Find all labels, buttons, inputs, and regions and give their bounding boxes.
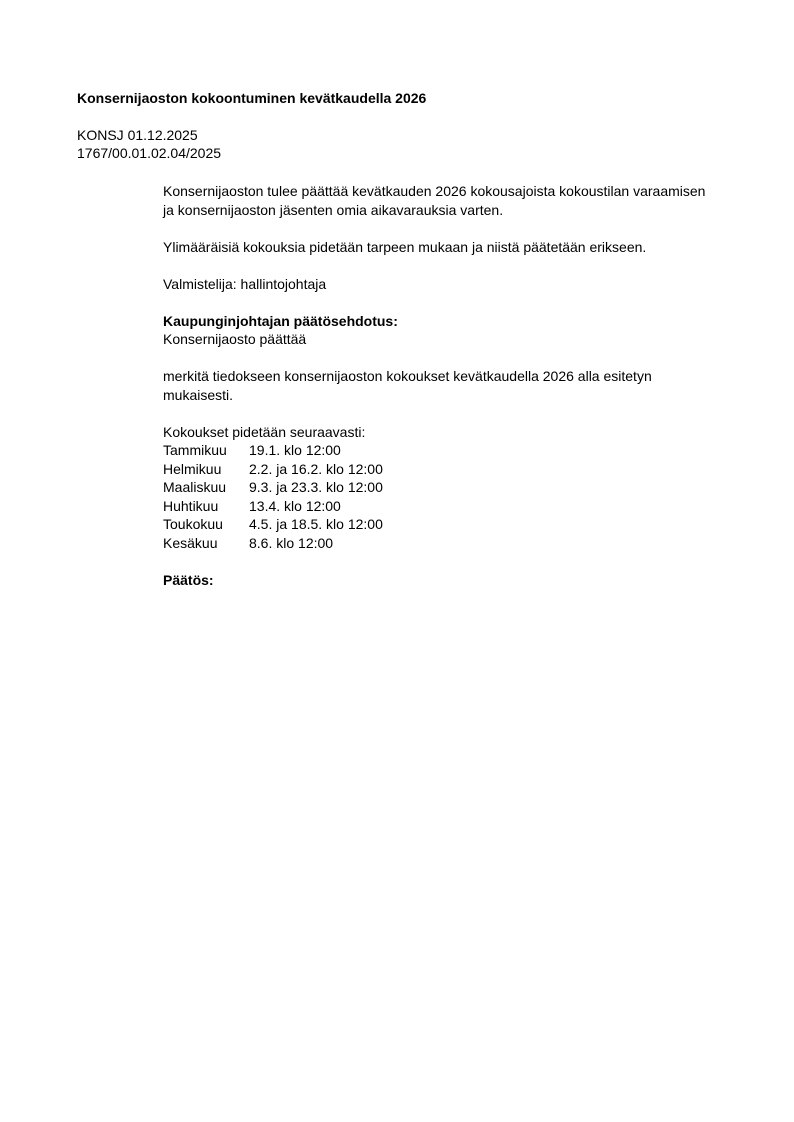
schedule-dates: 19.1. klo 12:00 bbox=[249, 442, 341, 458]
schedule-month: Helmikuu bbox=[163, 460, 222, 477]
schedule-row bbox=[163, 441, 743, 460]
schedule-month: Kesäkuu bbox=[163, 534, 218, 551]
schedule-heading: Kokoukset pidetään seuraavasti: bbox=[163, 423, 366, 440]
intro-line-1: Konsernijaoston tulee päättää kevätkauden 2026 kokousajoista kokoustilan varaamisen bbox=[163, 183, 706, 199]
schedule-dates: 9.3. ja 23.3. klo 12:00 bbox=[249, 479, 383, 495]
schedule-row bbox=[163, 534, 743, 553]
preparer-line: Valmistelija: hallintojohtaja bbox=[163, 275, 327, 292]
schedule-row bbox=[163, 478, 743, 497]
extra-meetings-paragraph: Ylimääräisiä kokouksia pidetään tarpeen mukaan ja niistä päätetään erikseen. bbox=[163, 238, 647, 255]
intro-paragraph bbox=[163, 182, 743, 219]
proposal-lead: Konsernijaosto päättää bbox=[163, 331, 307, 347]
schedule-month: Toukokuu bbox=[163, 516, 223, 532]
schedule-dates: 8.6. klo 12:00 bbox=[249, 534, 334, 551]
document-body bbox=[163, 182, 743, 589]
proposal-decision-line-1: merkitä tiedokseen konsernijaoston kokoukset kevätkaudella 2026 alla esitetyn bbox=[163, 368, 652, 384]
schedule-month: Tammikuu bbox=[163, 442, 227, 458]
document-title: Konsernijaoston kokoontuminen kevätkaudella 2026 bbox=[77, 90, 427, 106]
document-meta bbox=[77, 126, 221, 162]
proposal-heading: Kaupunginjohtajan päätösehdotus: bbox=[163, 312, 398, 329]
schedule-row bbox=[163, 515, 743, 534]
intro-line-2: ja konsernijaoston jäsenten omia aikavarauksia varten. bbox=[163, 201, 504, 218]
case-number: 1767/00.01.02.04/2025 bbox=[77, 145, 222, 161]
schedule-month: Huhtikuu bbox=[163, 497, 219, 514]
schedule-dates: 13.4. klo 12:00 bbox=[249, 497, 341, 514]
schedule-row bbox=[163, 497, 743, 516]
proposal-decision-line-2: mukaisesti. bbox=[163, 386, 234, 403]
schedule-row bbox=[163, 460, 743, 479]
meeting-reference: KONSJ 01.12.2025 bbox=[77, 127, 198, 143]
schedule-dates: 4.5. ja 18.5. klo 12:00 bbox=[249, 516, 383, 532]
proposal-decision bbox=[163, 367, 743, 404]
decision-heading: Päätös: bbox=[163, 571, 214, 588]
schedule-dates: 2.2. ja 16.2. klo 12:00 bbox=[249, 460, 383, 477]
schedule-list bbox=[163, 441, 743, 552]
schedule-month: Maaliskuu bbox=[163, 479, 227, 495]
